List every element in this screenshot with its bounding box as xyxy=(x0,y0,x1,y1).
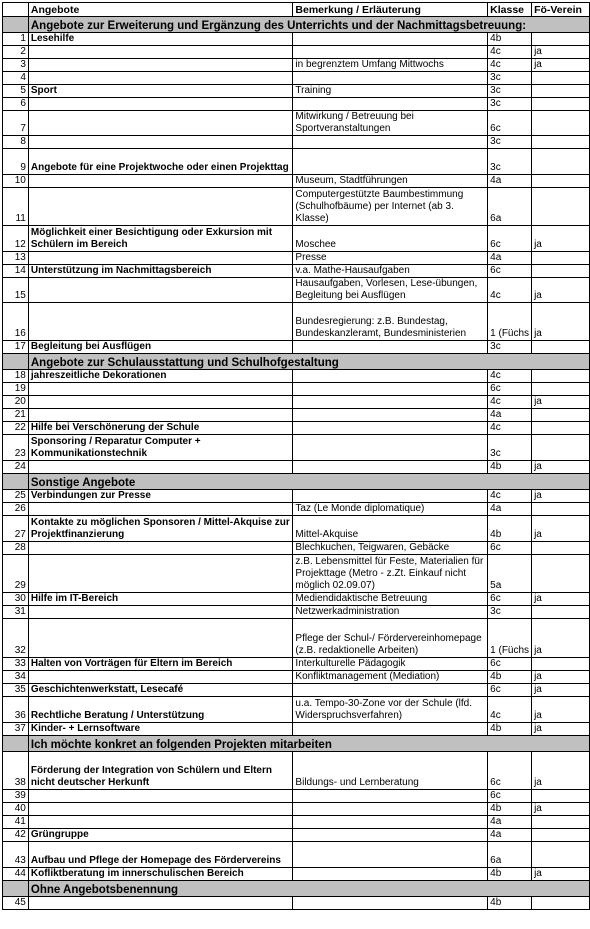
class-cell: 6c xyxy=(488,383,532,396)
offer-name: Rechtliche Beratung / Unterstützung xyxy=(28,697,293,723)
offer-note xyxy=(293,816,488,829)
row-number: 41 xyxy=(3,816,29,829)
offer-name: Sport xyxy=(28,85,293,98)
class-cell: 4b xyxy=(488,897,532,910)
class-cell: 1 (Füchs xyxy=(488,619,532,658)
table-row xyxy=(3,33,590,46)
class-cell: 4c xyxy=(488,370,532,383)
foerderverein-cell: ja xyxy=(532,619,590,658)
offer-note: Bildungs- und Lernberatung xyxy=(293,752,488,790)
foerderverein-cell: ja xyxy=(532,803,590,816)
foerderverein-cell: ja xyxy=(532,59,590,72)
table-row xyxy=(3,149,590,175)
offer-note: Bundesregierung: z.B. Bundestag, Bundeskanzleramt, Bundesministerien xyxy=(293,303,488,341)
header-angebote: Angebote xyxy=(28,3,293,17)
foerderverein-cell xyxy=(532,542,590,555)
table-row xyxy=(3,435,590,461)
class-cell: 6c xyxy=(488,684,532,697)
table-row xyxy=(3,98,590,111)
class-cell: 3c xyxy=(488,606,532,619)
offer-note xyxy=(293,435,488,461)
foerderverein-cell xyxy=(532,33,590,46)
table-row xyxy=(3,252,590,265)
row-number: 1 xyxy=(3,33,29,46)
class-cell: 4a xyxy=(488,829,532,842)
class-cell: 6c xyxy=(488,752,532,790)
offer-note xyxy=(293,46,488,59)
class-cell: 3c xyxy=(488,435,532,461)
offers-table xyxy=(2,2,590,910)
offer-name xyxy=(28,503,293,516)
table-row xyxy=(3,383,590,396)
offer-name xyxy=(28,619,293,658)
section-number-cell xyxy=(3,354,29,370)
offer-note: Netzwerkadministration xyxy=(293,606,488,619)
table-row xyxy=(3,503,590,516)
foerderverein-cell: ja xyxy=(532,278,590,303)
class-cell: 1 (Füchs xyxy=(488,303,532,341)
foerderverein-cell: ja xyxy=(532,723,590,736)
foerderverein-cell: ja xyxy=(532,303,590,341)
offer-name: Hilfe im IT-Bereich xyxy=(28,593,293,606)
offer-note: u.a. Tempo-30-Zone vor der Schule (lfd. Widerspruchsverfahren) xyxy=(293,697,488,723)
offer-note xyxy=(293,341,488,354)
row-number: 12 xyxy=(3,226,29,252)
offer-note xyxy=(293,868,488,881)
table-row xyxy=(3,188,590,226)
section-number-cell xyxy=(3,881,29,897)
offer-name xyxy=(28,816,293,829)
offer-name xyxy=(28,396,293,409)
row-number: 11 xyxy=(3,188,29,226)
class-cell: 4b xyxy=(488,461,532,474)
foerderverein-cell: ja xyxy=(532,868,590,881)
table-row xyxy=(3,593,590,606)
table-row xyxy=(3,85,590,98)
offer-name: Unterstützung im Nachmittagsbereich xyxy=(28,265,293,278)
offer-name: Verbindungen zur Presse xyxy=(28,490,293,503)
offer-note: Mitwirkung / Betreuung bei Sportveranstaltungen xyxy=(293,111,488,136)
class-cell: 4c xyxy=(488,396,532,409)
offer-note: Moschee xyxy=(293,226,488,252)
table-row xyxy=(3,842,590,868)
table-row xyxy=(3,396,590,409)
offer-name xyxy=(28,897,293,910)
offer-note xyxy=(293,383,488,396)
header-bemerkung: Bemerkung / Erläuterung xyxy=(293,3,488,17)
row-number: 24 xyxy=(3,461,29,474)
foerderverein-cell xyxy=(532,72,590,85)
row-number: 25 xyxy=(3,490,29,503)
row-number: 33 xyxy=(3,658,29,671)
row-number: 42 xyxy=(3,829,29,842)
header-foerderverein: Fö-Verein xyxy=(532,3,590,17)
row-number: 38 xyxy=(3,752,29,790)
offer-name xyxy=(28,790,293,803)
class-cell: 4c xyxy=(488,278,532,303)
row-number: 3 xyxy=(3,59,29,72)
row-number: 14 xyxy=(3,265,29,278)
class-cell: 4c xyxy=(488,490,532,503)
offer-note xyxy=(293,33,488,46)
table-row xyxy=(3,658,590,671)
table-row xyxy=(3,175,590,188)
table-row xyxy=(3,303,590,341)
table-row xyxy=(3,829,590,842)
table-row xyxy=(3,790,590,803)
offer-name xyxy=(28,461,293,474)
offer-name: Lesehilfe xyxy=(28,33,293,46)
class-cell: 4b xyxy=(488,671,532,684)
offer-note xyxy=(293,723,488,736)
class-cell: 4b xyxy=(488,516,532,542)
class-cell: 6a xyxy=(488,842,532,868)
foerderverein-cell xyxy=(532,383,590,396)
foerderverein-cell xyxy=(532,265,590,278)
offer-name xyxy=(28,803,293,816)
offer-note xyxy=(293,490,488,503)
section-number-cell xyxy=(3,736,29,752)
table-row xyxy=(3,816,590,829)
row-number: 37 xyxy=(3,723,29,736)
row-number: 35 xyxy=(3,684,29,697)
row-number: 26 xyxy=(3,503,29,516)
row-number: 7 xyxy=(3,111,29,136)
class-cell: 3c xyxy=(488,149,532,175)
offer-note: Museum, Stadtführungen xyxy=(293,175,488,188)
offer-note xyxy=(293,396,488,409)
foerderverein-cell xyxy=(532,790,590,803)
row-number: 40 xyxy=(3,803,29,816)
offer-note: Konfliktmanagement (Mediation) xyxy=(293,671,488,684)
row-number: 4 xyxy=(3,72,29,85)
offer-name xyxy=(28,409,293,422)
foerderverein-cell xyxy=(532,435,590,461)
section-number-cell xyxy=(3,17,29,33)
class-cell: 4b xyxy=(488,868,532,881)
class-cell: 4b xyxy=(488,723,532,736)
class-cell: 6c xyxy=(488,226,532,252)
offer-name xyxy=(28,671,293,684)
offer-note: v.a. Mathe-Hausaufgaben xyxy=(293,265,488,278)
foerderverein-cell xyxy=(532,111,590,136)
table-row xyxy=(3,606,590,619)
row-number: 17 xyxy=(3,341,29,354)
foerderverein-cell xyxy=(532,252,590,265)
table-row xyxy=(3,461,590,474)
class-cell: 5a xyxy=(488,555,532,593)
offer-note: Presse xyxy=(293,252,488,265)
foerderverein-cell: ja xyxy=(532,461,590,474)
offer-note: Pflege der Schul-/ Fördervereinhomepage (z.B. redaktionelle Arbeiten) xyxy=(293,619,488,658)
offer-note xyxy=(293,422,488,435)
class-cell: 6c xyxy=(488,111,532,136)
row-number: 29 xyxy=(3,555,29,593)
offer-name: Aufbau und Pflege der Homepage des Fördervereins xyxy=(28,842,293,868)
offer-note xyxy=(293,829,488,842)
offer-name xyxy=(28,188,293,226)
class-cell: 4a xyxy=(488,409,532,422)
table-row xyxy=(3,278,590,303)
table-row xyxy=(3,111,590,136)
offer-note: z.B. Lebensmittel für Feste, Materialien für Projekttage (Metro - z.Zt. Einkauf nicht möglich 02.09.07) xyxy=(293,555,488,593)
class-cell: 6c xyxy=(488,265,532,278)
class-cell: 4b xyxy=(488,803,532,816)
class-cell: 3c xyxy=(488,72,532,85)
offer-note xyxy=(293,803,488,816)
row-number: 18 xyxy=(3,370,29,383)
offer-name: Möglichkeit einer Besichtigung oder Exkursion mit Schülern im Bereich xyxy=(28,226,293,252)
table-row xyxy=(3,619,590,658)
table-header xyxy=(3,3,590,17)
foerderverein-cell: ja xyxy=(532,671,590,684)
foerderverein-cell xyxy=(532,555,590,593)
offer-note xyxy=(293,897,488,910)
foerderverein-cell: ja xyxy=(532,697,590,723)
offer-name xyxy=(28,542,293,555)
section-header-row xyxy=(3,736,590,752)
offer-name xyxy=(28,111,293,136)
class-cell: 4c xyxy=(488,59,532,72)
offer-note: Hausaufgaben, Vorlesen, Lese-übungen, Begleitung bei Ausflügen xyxy=(293,278,488,303)
table-row xyxy=(3,136,590,149)
table-row xyxy=(3,555,590,593)
row-number: 2 xyxy=(3,46,29,59)
row-number: 6 xyxy=(3,98,29,111)
offer-note: Blechkuchen, Teigwaren, Gebäcke xyxy=(293,542,488,555)
offer-name: jahreszeitliche Dekorationen xyxy=(28,370,293,383)
offer-note: Training xyxy=(293,85,488,98)
table-row xyxy=(3,422,590,435)
class-cell: 4c xyxy=(488,422,532,435)
foerderverein-cell xyxy=(532,842,590,868)
table-row xyxy=(3,684,590,697)
foerderverein-cell xyxy=(532,149,590,175)
row-number: 27 xyxy=(3,516,29,542)
foerderverein-cell xyxy=(532,370,590,383)
table-row xyxy=(3,490,590,503)
row-number: 19 xyxy=(3,383,29,396)
offer-note xyxy=(293,149,488,175)
offer-name: Angebote für eine Projektwoche oder einen Projekttag xyxy=(28,149,293,175)
section-title: Ohne Angebotsbenennung xyxy=(28,881,589,897)
row-number: 15 xyxy=(3,278,29,303)
offer-name: Begleitung bei Ausflügen xyxy=(28,341,293,354)
offer-note: Mittel-Akquise xyxy=(293,516,488,542)
row-number: 44 xyxy=(3,868,29,881)
class-cell: 3c xyxy=(488,98,532,111)
offer-name: Grüngruppe xyxy=(28,829,293,842)
offer-name xyxy=(28,72,293,85)
section-number-cell xyxy=(3,474,29,490)
offer-name: Sponsoring / Reparatur Computer + Kommunikationstechnik xyxy=(28,435,293,461)
foerderverein-cell xyxy=(532,503,590,516)
row-number: 9 xyxy=(3,149,29,175)
row-number: 16 xyxy=(3,303,29,341)
foerderverein-cell xyxy=(532,136,590,149)
section-header-row xyxy=(3,354,590,370)
class-cell: 3c xyxy=(488,136,532,149)
offer-name xyxy=(28,278,293,303)
section-header-row xyxy=(3,474,590,490)
offer-name xyxy=(28,555,293,593)
row-number: 34 xyxy=(3,671,29,684)
class-cell: 6a xyxy=(488,188,532,226)
offer-note xyxy=(293,370,488,383)
row-number: 32 xyxy=(3,619,29,658)
row-number: 23 xyxy=(3,435,29,461)
table-body xyxy=(3,17,590,910)
section-title: Ich möchte konkret an folgenden Projekten mitarbeiten xyxy=(28,736,589,752)
foerderverein-cell xyxy=(532,422,590,435)
offer-note xyxy=(293,790,488,803)
table-row xyxy=(3,59,590,72)
class-cell: 4a xyxy=(488,175,532,188)
offer-name xyxy=(28,606,293,619)
foerderverein-cell: ja xyxy=(532,226,590,252)
offer-note: in begrenztem Umfang Mittwochs xyxy=(293,59,488,72)
offer-note: Computergestützte Baumbestimmung (Schulhofbäume) per Internet (ab 3. Klasse) xyxy=(293,188,488,226)
offer-note xyxy=(293,461,488,474)
offer-name xyxy=(28,98,293,111)
foerderverein-cell xyxy=(532,897,590,910)
section-header-row xyxy=(3,881,590,897)
section-header-row xyxy=(3,17,590,33)
row-number: 10 xyxy=(3,175,29,188)
offer-note xyxy=(293,136,488,149)
offer-name xyxy=(28,59,293,72)
foerderverein-cell: ja xyxy=(532,516,590,542)
foerderverein-cell: ja xyxy=(532,752,590,790)
row-number: 5 xyxy=(3,85,29,98)
foerderverein-cell xyxy=(532,606,590,619)
foerderverein-cell xyxy=(532,85,590,98)
class-cell: 6c xyxy=(488,542,532,555)
foerderverein-cell: ja xyxy=(532,593,590,606)
class-cell: 4a xyxy=(488,816,532,829)
table-row xyxy=(3,671,590,684)
offer-name: Halten von Vorträgen für Eltern im Bereich xyxy=(28,658,293,671)
class-cell: 6c xyxy=(488,593,532,606)
row-number: 30 xyxy=(3,593,29,606)
section-title: Angebote zur Schulausstattung und Schulhofgestaltung xyxy=(28,354,589,370)
table-row xyxy=(3,341,590,354)
header-klasse: Klasse xyxy=(488,3,532,17)
section-title: Sonstige Angebote xyxy=(28,474,589,490)
foerderverein-cell xyxy=(532,829,590,842)
row-number: 22 xyxy=(3,422,29,435)
table-row xyxy=(3,265,590,278)
class-cell: 4a xyxy=(488,503,532,516)
class-cell: 6c xyxy=(488,790,532,803)
row-number: 39 xyxy=(3,790,29,803)
offer-name xyxy=(28,383,293,396)
offer-name xyxy=(28,136,293,149)
row-number: 45 xyxy=(3,897,29,910)
table-row xyxy=(3,723,590,736)
row-number: 36 xyxy=(3,697,29,723)
foerderverein-cell xyxy=(532,816,590,829)
foerderverein-cell: ja xyxy=(532,684,590,697)
table-row xyxy=(3,803,590,816)
table-row xyxy=(3,868,590,881)
table-row xyxy=(3,72,590,85)
table-row xyxy=(3,752,590,790)
table-row xyxy=(3,370,590,383)
offer-name xyxy=(28,303,293,341)
offer-name xyxy=(28,252,293,265)
header-row xyxy=(3,3,590,17)
class-cell: 3c xyxy=(488,341,532,354)
offer-note xyxy=(293,72,488,85)
offer-note xyxy=(293,842,488,868)
offer-name: Kofliktberatung im innerschulischen Bereich xyxy=(28,868,293,881)
offer-name: Hilfe bei Verschönerung der Schule xyxy=(28,422,293,435)
offer-name: Kinder- + Lernsoftware xyxy=(28,723,293,736)
header-number-cell xyxy=(3,3,29,17)
table-row xyxy=(3,46,590,59)
offer-note: Interkulturelle Pädagogik xyxy=(293,658,488,671)
offer-note xyxy=(293,684,488,697)
row-number: 8 xyxy=(3,136,29,149)
offer-name: Kontakte zu möglichen Sponsoren / Mittel-Akquise zur Projektfinanzierung xyxy=(28,516,293,542)
foerderverein-cell: ja xyxy=(532,46,590,59)
class-cell: 4c xyxy=(488,697,532,723)
table-row xyxy=(3,697,590,723)
class-cell: 3c xyxy=(488,85,532,98)
foerderverein-cell xyxy=(532,658,590,671)
row-number: 13 xyxy=(3,252,29,265)
offer-note xyxy=(293,98,488,111)
row-number: 28 xyxy=(3,542,29,555)
table-row xyxy=(3,226,590,252)
foerderverein-cell xyxy=(532,188,590,226)
section-title: Angebote zur Erweiterung und Ergänzung des Unterrichts und der Nachmittagsbetreuung: xyxy=(28,17,589,33)
row-number: 21 xyxy=(3,409,29,422)
row-number: 31 xyxy=(3,606,29,619)
table-row xyxy=(3,516,590,542)
offer-name xyxy=(28,175,293,188)
offer-name: Förderung der Integration von Schülern und Eltern nicht deutscher Herkunft xyxy=(28,752,293,790)
table-row xyxy=(3,542,590,555)
offer-note: Taz (Le Monde diplomatique) xyxy=(293,503,488,516)
offer-note xyxy=(293,409,488,422)
offer-note: Mediendidaktische Betreuung xyxy=(293,593,488,606)
class-cell: 4b xyxy=(488,33,532,46)
offer-name: Geschichtenwerkstatt, Lesecafé xyxy=(28,684,293,697)
class-cell: 4a xyxy=(488,252,532,265)
offer-name xyxy=(28,46,293,59)
foerderverein-cell: ja xyxy=(532,396,590,409)
class-cell: 6c xyxy=(488,658,532,671)
foerderverein-cell xyxy=(532,98,590,111)
table-row xyxy=(3,409,590,422)
row-number: 20 xyxy=(3,396,29,409)
row-number: 43 xyxy=(3,842,29,868)
table-row xyxy=(3,897,590,910)
foerderverein-cell xyxy=(532,341,590,354)
class-cell: 4c xyxy=(488,46,532,59)
foerderverein-cell xyxy=(532,175,590,188)
foerderverein-cell: ja xyxy=(532,490,590,503)
foerderverein-cell xyxy=(532,409,590,422)
